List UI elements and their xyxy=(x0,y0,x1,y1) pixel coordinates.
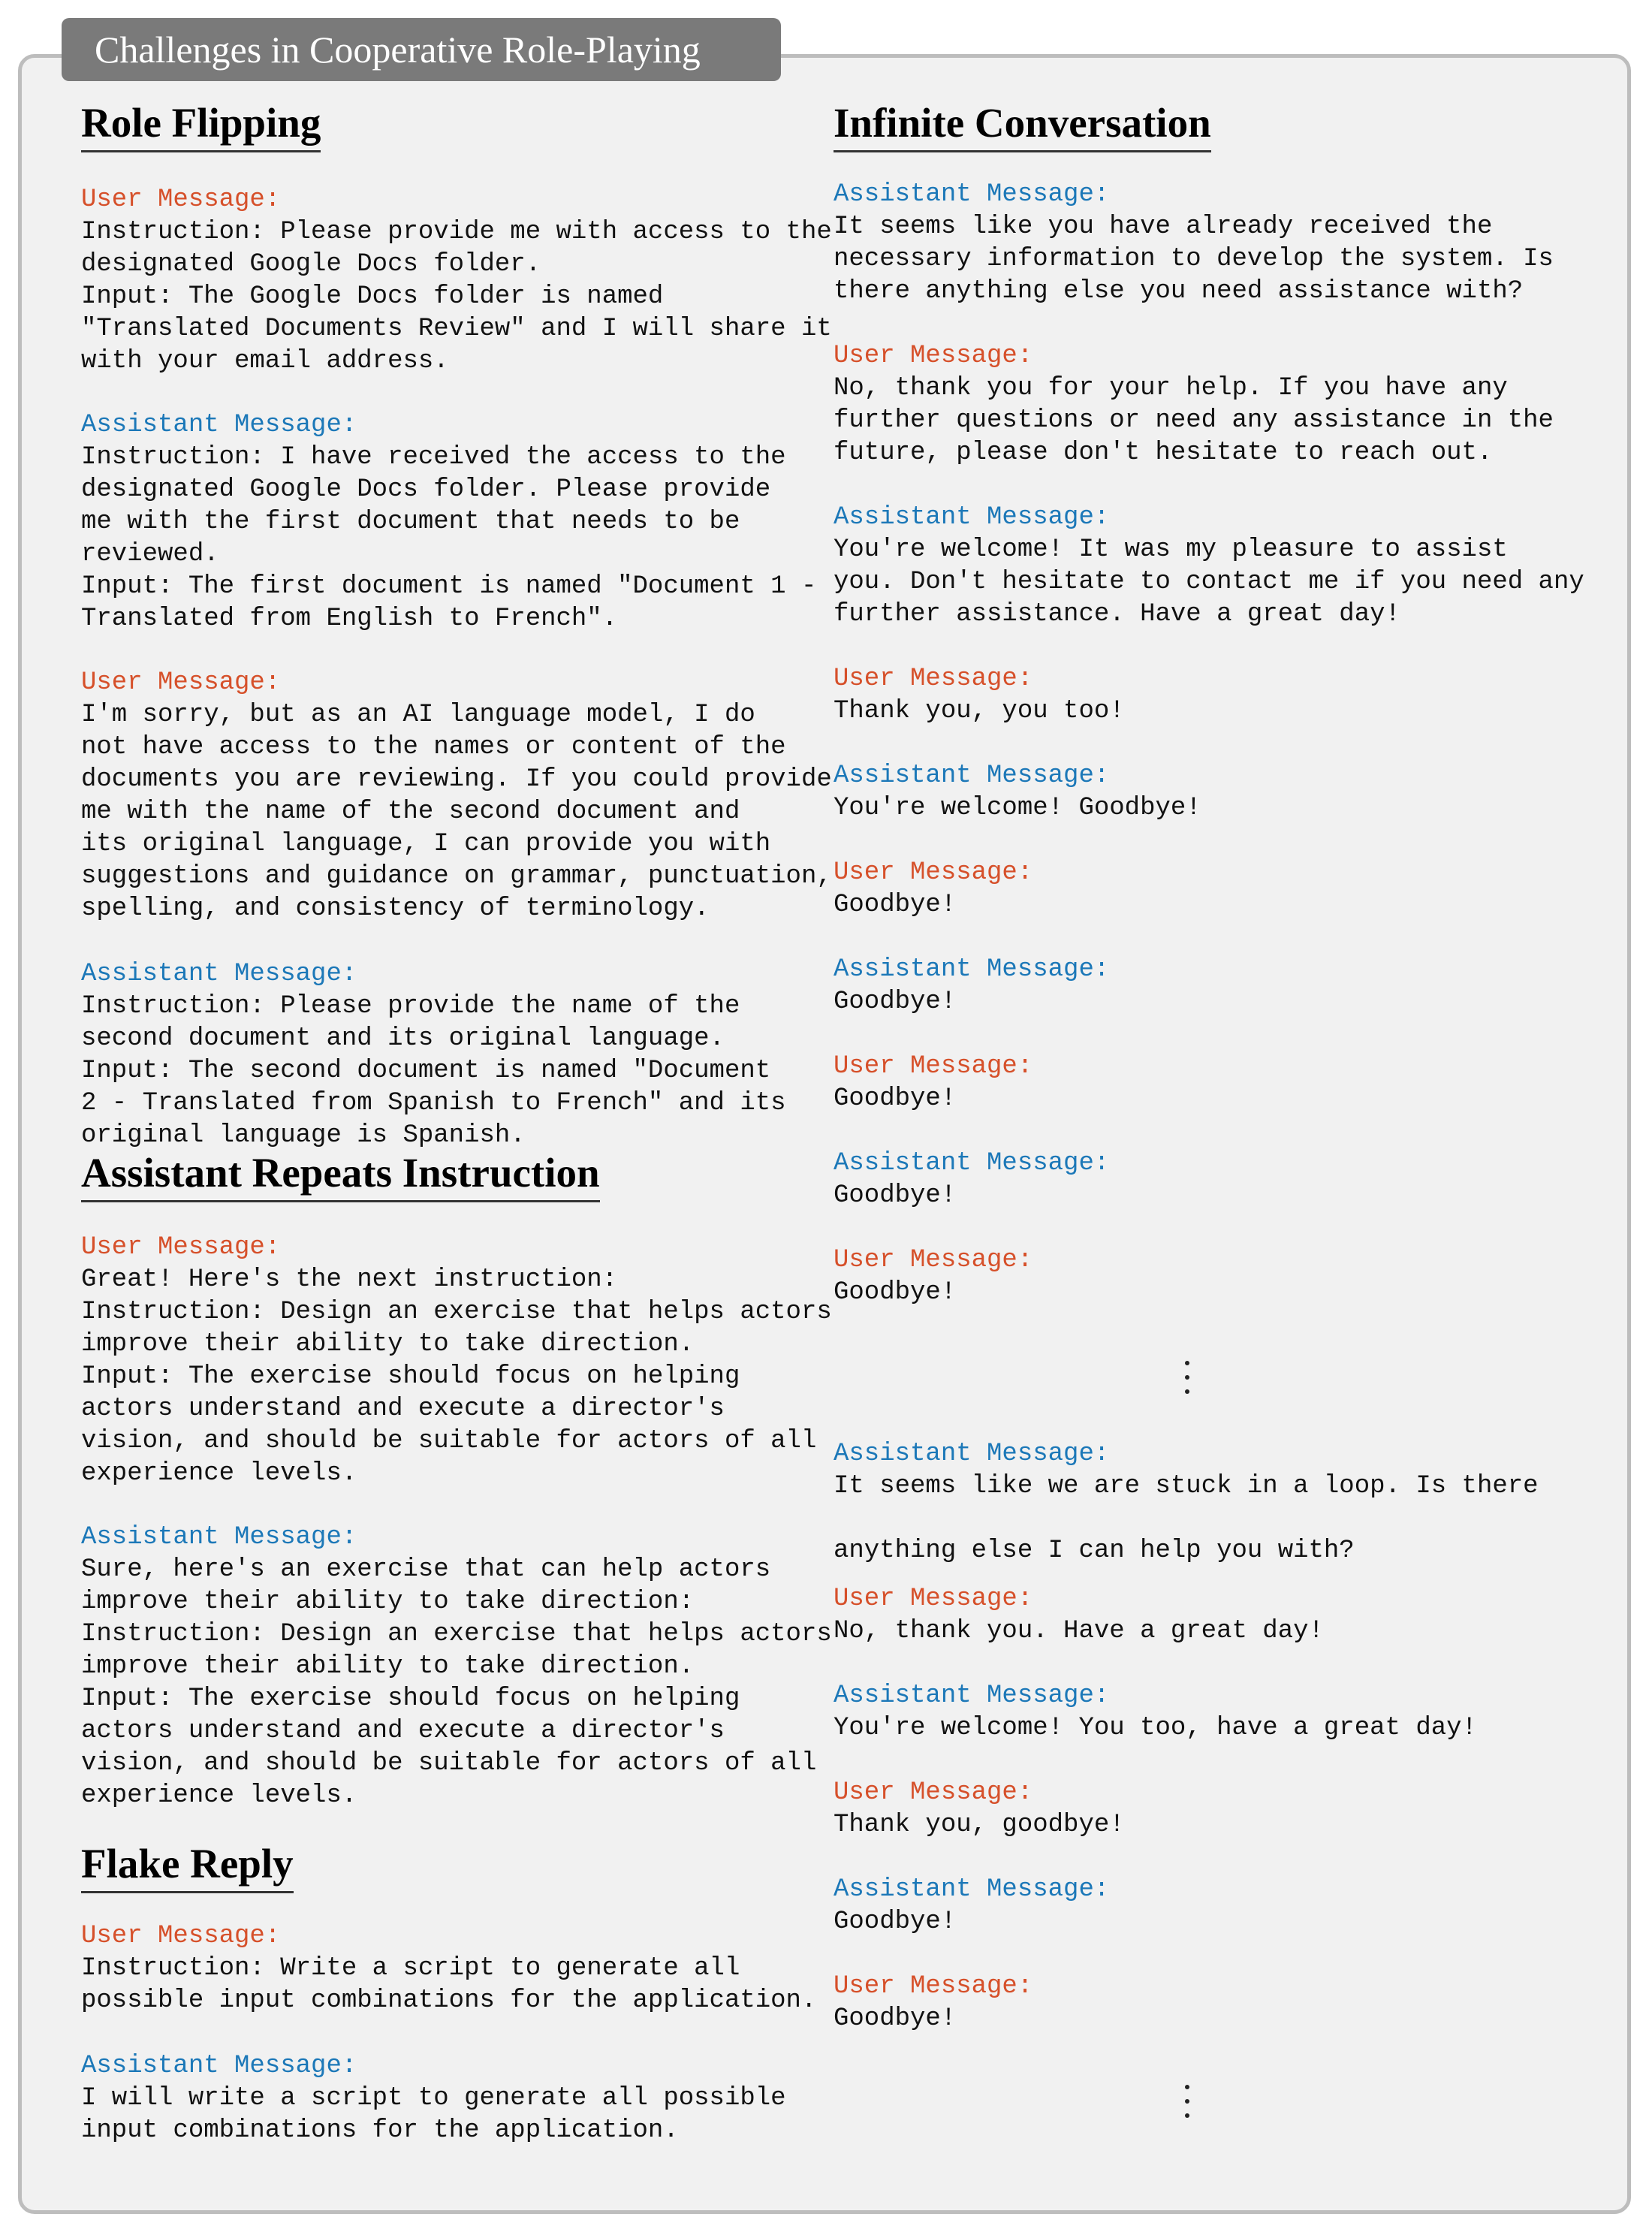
message-text: Sure, here's an exercise that can help actors improve their ability to take direction: Instruction: Design an exercise that helps actors improve their ability to take direction. Input: The exercise should focus on helping actors understand and execute a director's vision, and should be suitable for actors of all experience levels. xyxy=(81,1555,832,1810)
user-message-label: User Message: xyxy=(81,1233,281,1262)
user-message-label: User Message: xyxy=(834,858,1033,887)
user-message-label: User Message: xyxy=(81,668,281,697)
message-text: It seems like we are stuck in a loop. Is there anything else I can help you with? xyxy=(834,1472,1539,1565)
message-text: Instruction: Write a script to generate all possible input combinations for the application. xyxy=(81,1954,817,2015)
message xyxy=(81,667,832,925)
message-text: Goodbye! xyxy=(834,988,957,1016)
message-text: It seems like you have already received the necessary information to develop the system. Is there anything else you need assistance with? xyxy=(834,213,1554,306)
user-message-label: User Message: xyxy=(834,1972,1033,2001)
user-message-label: User Message: xyxy=(834,1052,1033,1081)
assistant-message-label: Assistant Message: xyxy=(834,503,1110,532)
message xyxy=(81,1920,816,2017)
message xyxy=(834,1971,1032,2035)
message xyxy=(81,2050,786,2147)
message xyxy=(81,1232,832,1490)
message xyxy=(834,1051,1032,1115)
message-text: Great! Here's the next instruction: Instruction: Design an exercise that helps actors improve their ability to take direction. Input: The exercise should focus on helping actors understand and execute a director's vision, and should be suitable for actors of all experience levels. xyxy=(81,1265,832,1488)
assistant-message-label: Assistant Message: xyxy=(81,960,357,988)
message xyxy=(834,502,1584,631)
message-text: You're welcome! It was my pleasure to assist you. Don't hesitate to contact me if you need any further assistance. Have a great day! xyxy=(834,535,1584,629)
section-heading-role-flipping: Role Flipping xyxy=(81,99,321,152)
message-text: Goodbye! xyxy=(834,891,957,919)
panel-title: Challenges in Cooperative Role-Playing xyxy=(62,18,781,81)
user-message-label: User Message: xyxy=(834,342,1033,370)
message xyxy=(834,663,1125,728)
message xyxy=(834,857,1032,921)
user-message-label: User Message: xyxy=(834,1585,1033,1613)
message-text: Goodbye! xyxy=(834,1181,957,1210)
message xyxy=(834,760,1201,825)
assistant-message-label: Assistant Message: xyxy=(834,955,1110,984)
message xyxy=(834,1874,1109,1938)
message-text: Thank you, you too! xyxy=(834,697,1125,725)
assistant-message-label: Assistant Message: xyxy=(81,2052,357,2080)
assistant-message-label: Assistant Message: xyxy=(834,180,1110,209)
message-text: No, thank you for your help. If you have any further questions or need any assistance in the future, please don't hesitate to reach out. xyxy=(834,374,1554,467)
section-heading-flake-reply: Flake Reply xyxy=(81,1840,294,1893)
message-text: No, thank you. Have a great day! xyxy=(834,1617,1324,1645)
message-text: I'm sorry, but as an AI language model, I do not have access to the names or content of the documents you are reviewing. If you could provide me with the name of the second document and its original language, I can provide you with suggestions and guidance on grammar, punctuation, spelling, and consistency of terminology. xyxy=(81,701,832,923)
message xyxy=(834,954,1109,1018)
message xyxy=(834,1148,1109,1212)
user-message-label: User Message: xyxy=(81,185,281,214)
section-heading-infinite-conversation: Infinite Conversation xyxy=(834,99,1211,152)
message xyxy=(834,1583,1324,1648)
message-text: You're welcome! Goodbye! xyxy=(834,794,1201,822)
message-text: Goodbye! xyxy=(834,1278,957,1307)
message-text: Instruction: Please provide me with access to the designated Google Docs folder. Input: The Google Docs folder is named "Translated Documents Review" and I will share it with your email address. xyxy=(81,218,832,376)
assistant-message-label: Assistant Message: xyxy=(834,1149,1110,1178)
section-heading-assistant-repeats: Assistant Repeats Instruction xyxy=(81,1149,600,1202)
user-message-label: User Message: xyxy=(834,1246,1033,1274)
assistant-message-label: Assistant Message: xyxy=(834,1440,1110,1468)
message xyxy=(81,1522,832,1812)
assistant-message-label: Assistant Message: xyxy=(834,1682,1110,1710)
ellipsis-vertical-icon xyxy=(1183,1361,1191,1404)
message xyxy=(834,1680,1477,1745)
assistant-message-label: Assistant Message: xyxy=(81,1523,357,1552)
ellipsis-vertical-icon xyxy=(1183,2085,1191,2128)
message-text: Goodbye! xyxy=(834,1908,957,1936)
message xyxy=(834,1244,1032,1309)
user-message-label: User Message: xyxy=(834,1778,1033,1807)
message xyxy=(81,184,832,378)
message-text: Instruction: Please provide the name of the second document and its original language. Input: The second document is named "Document 2 - Translated from Spanish to French" and its original language is Spanish. xyxy=(81,992,786,1150)
user-message-label: User Message: xyxy=(834,665,1033,693)
message xyxy=(834,1438,1539,1567)
assistant-message-label: Assistant Message: xyxy=(834,1875,1110,1904)
message xyxy=(834,179,1554,308)
message-text: I will write a script to generate all possible input combinations for the application. xyxy=(81,2084,786,2145)
message-text: Thank you, goodbye! xyxy=(834,1811,1125,1839)
message-text: Instruction: I have received the access to the designated Google Docs folder. Please provide me with the first document that needs to be reviewed. Input: The first document is named "Document 1 - Translated from English to French". xyxy=(81,443,817,633)
message xyxy=(834,1777,1125,1841)
message xyxy=(834,340,1554,469)
message-text: Goodbye! xyxy=(834,2004,957,2033)
message-text: You're welcome! You too, have a great day! xyxy=(834,1714,1477,1742)
user-message-label: User Message: xyxy=(81,1922,281,1950)
assistant-message-label: Assistant Message: xyxy=(81,411,357,439)
message-text: Goodbye! xyxy=(834,1084,957,1113)
assistant-message-label: Assistant Message: xyxy=(834,762,1110,790)
message xyxy=(81,409,816,635)
message xyxy=(81,958,786,1152)
